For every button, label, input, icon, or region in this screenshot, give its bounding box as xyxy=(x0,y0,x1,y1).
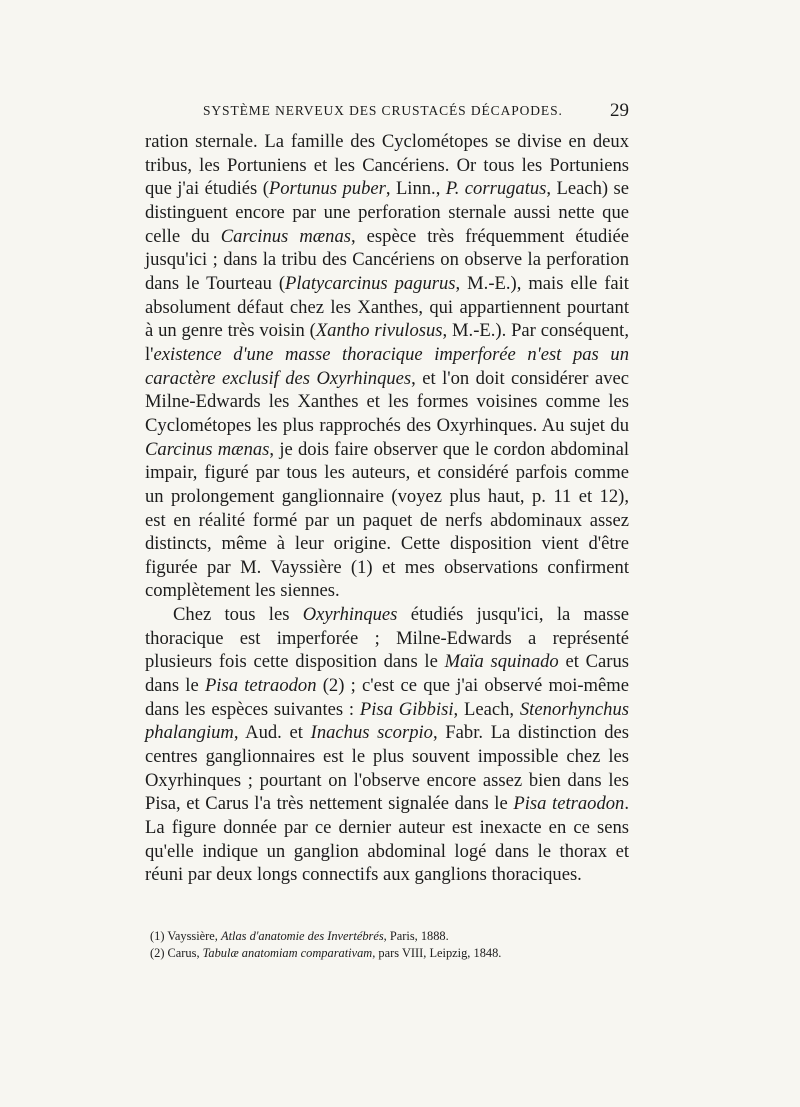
footnote-1 xyxy=(150,928,620,945)
taxon-name: Stenorhynchus phalangium xyxy=(145,698,629,744)
taxon-name: P. corrugatus xyxy=(445,178,547,200)
taxon-name: Maïa squinado xyxy=(444,651,559,673)
taxon-name: Portunus puber xyxy=(268,178,386,200)
running-head: SYSTÈME NERVEUX DES CRUSTACÉS DÉCAPODES. xyxy=(203,103,563,118)
taxon-name: Platycarcinus pagurus xyxy=(285,272,456,294)
footnote-text: (1) Vayssière, xyxy=(150,929,221,943)
page-number: 29 xyxy=(610,100,629,121)
taxon-name: Carcinus mænas xyxy=(145,438,270,460)
text-run: , Leach, xyxy=(453,698,520,720)
footnote-text: , Paris, 1888. xyxy=(383,929,449,943)
text-run: étudiés jusqu'ici, la masse thoracique est imperforée ; Milne-Edwards a représenté plusieurs fois cette disposition dans le xyxy=(145,604,629,673)
text-run: , Leach) se distinguent encore par une perforation sternale aussi nette que celle du xyxy=(145,178,629,247)
footnote-text: (2) Carus, xyxy=(150,946,203,960)
taxon-name: Pisa tetraodon xyxy=(204,675,317,697)
footnote-title: Atlas d'anatomie des Invertébrés xyxy=(221,929,384,943)
taxon-name: Xantho rivulosus xyxy=(315,320,443,342)
text-run: , M.-E.), mais elle fait absolument défaut chez les Xanthes, qui appartiennent pourtant à un genre très voisin ( xyxy=(145,272,629,342)
text-run: , M.-E.). Par conséquent, l' xyxy=(145,320,629,365)
taxon-name: Carcinus mænas xyxy=(220,225,351,247)
taxon-name: Inachus scorpio xyxy=(310,722,433,744)
text-run: , et l'on doit considérer avec Milne-Edwards les Xanthes et les formes voisines comme les Cyclométopes les plus rapprochés des Oxyrhinques. Au sujet du xyxy=(145,367,629,436)
body-text xyxy=(145,130,629,887)
taxon-name: Oxyrhinques xyxy=(302,604,398,626)
text-run: (2) ; c'est ce que j'ai observé moi-même dans les espèces suivantes : xyxy=(145,675,629,720)
taxon-name: Pisa Gibbisi xyxy=(359,698,454,720)
text-run: , Linn., xyxy=(385,178,446,200)
paragraph-2 xyxy=(145,603,629,887)
paragraph-1 xyxy=(145,130,629,603)
footnotes xyxy=(150,928,620,962)
text-run: , Fabr. La distinction des centres ganglionnaires est le plus souvent impossible chez les Oxyrhinques ; pourtant on l'observe encore assez bien dans les Pisa, et Carus l'a très nettement signalée dans le xyxy=(145,722,629,815)
text-run: . La figure donnée par ce dernier auteur est inexacte en ce sens qu'elle indique un ganglion abdominal logé dans le thorax et réuni par deux longs connectifs aux ganglions thoraciques. xyxy=(145,793,629,886)
text-run: Chez tous les xyxy=(173,604,303,626)
text-run: et Carus dans le xyxy=(145,651,629,697)
taxon-name: Pisa tetraodon xyxy=(513,793,625,815)
text-run: , espèce très fréquemment étudiée jusqu'ici ; dans la tribu des Cancériens on observe la perforation dans le Tourteau ( xyxy=(145,225,629,294)
emphasis: existence d'une masse thoracique imperforée n'est pas un caractère exclusif des Oxyrhinques xyxy=(145,343,629,389)
page-header xyxy=(145,100,629,125)
footnote-2 xyxy=(150,945,620,962)
text-run: , Aud. et xyxy=(233,722,311,744)
footnote-text: , pars VIII, Leipzig, 1848. xyxy=(372,946,502,960)
footnote-title: Tabulæ anatomiam comparativam xyxy=(202,946,373,960)
text-run: , je dois faire observer que le cordon abdominal impair, figuré par tous les auteurs, et considéré parfois comme un prolongement ganglionnaire (voyez plus haut, p. 11 et 12), est en réalité formé par un paquet de nerfs abdominaux assez distincts, même à leur origine. Cette disposition vient d'être figurée par M. Vayssière (1) et mes observations confirment complètement les siennes. xyxy=(145,438,629,602)
text-run: ration sternale. La famille des Cyclométopes se divise en deux tribus, les Portuniens et les Cancériens. Or tous les Portuniens que j'ai étudiés ( xyxy=(145,131,629,200)
